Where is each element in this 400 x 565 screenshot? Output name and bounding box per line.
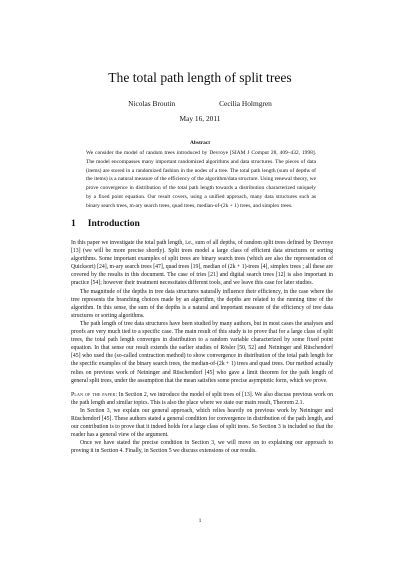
- author-list: [0, 99, 400, 108]
- section-title: Introduction: [87, 218, 140, 229]
- paper-date: May 16, 2011: [179, 114, 221, 123]
- plan-label: Plan of the paper:: [71, 391, 118, 398]
- body-paragraph: The magnitude of the depths in tree data structures naturally influence their efficiency, in the case where the tree represents the branching choices made by an algorithm, the depths are related to the running time of the algorithm. In this sense, the sum of the depths is a natural and important measure of the efficiency of tree data structures or sorting algorithms.: [71, 288, 333, 319]
- section-number: 1: [71, 218, 76, 229]
- body-paragraph: In Section 3, we explain our general approach, which relies heavily on previous work by Neininger and Rüschendorf [45]. These authors stated a general condition for convergence in distribution of the path length, and our contribution is to prove that it indeed holds for a large class of split trees. So Section 3 is included so that the reader has a general view of the argument.: [71, 407, 333, 439]
- section-heading: [71, 218, 140, 229]
- body-text: [71, 239, 333, 455]
- author-name: Nicolas Broutin: [128, 99, 176, 108]
- plan-paragraph: [71, 391, 333, 407]
- body-paragraph: The path length of tree data structures have been studied by many authors, but in most cases the analyses and proofs are very much tied to a specific case. The main result of this study is to prove that for a large class of split trees, the total path length converges in distribution to a random variable characterized by some fixed point equation. In that sense our result extends the earlier studies of Rösler [50, 52] and Neininger and Rüschendorf [45] who used the (so-called contraction method) to show convergence in distribution of the total path length for the specific examples of the binary search trees, the median-of-(2k + 1) trees and quad trees. Our method actually relies on previous work of Neininger and Rüschendorf [45] who gave a limit theorem for the path length of general split trees, under the assumption that the mean satisfies some precise asymptotic form, which we prove.: [71, 320, 333, 384]
- abstract-heading: Abstract: [189, 140, 211, 146]
- author-name: Cecilia Holmgren: [219, 99, 272, 108]
- page-number: 1: [198, 518, 202, 524]
- abstract-text: We consider the model of random trees introduced by Devroye [SIAM J Comput 28, 409–432, 1998]. The model encompasses many important randomized algorithms and data structures. The pieces of data (items) are stored in a randomized fashion in the nodes of a tree. The total path length (sum of depths of the items) is a natural measure of the efficiency of the algorithm/data structure. Using renewal theory, we prove convergence in distribution of the total path length towards a distribution characterized uniquely by a fixed point equation. Our result covers, using a unified approach, many data structures such as binary search trees, m-ary search trees, quad trees, median-of-(2k + 1) trees, and simplex trees.: [86, 150, 316, 209]
- body-paragraph: In this paper we investigate the total path length, i.e., sum of all depths, of random split trees defined by Devroye [13] (we will be more precise shortly). Split trees model a large class of efficient data structures or sorting algorithms. Some important examples of split trees are binary search trees (which are also the representation of Quicksort) [24], m-ary search trees [47], quad trees [19], median of (2k + 1)-trees [4], simplex trees ; all these are covered by the results in this document. The case of tries [21] and digital search trees [12] is also important in practice [54]; however their treatment necessitates different tools, and we leave this case for later studies.: [71, 240, 333, 287]
- plan-text: In Section 2, we introduce the model of split trees of [13]. We also discuss previous work on the path length and similar topics. This is also the place where we state our main result, Theorem 2.1.: [71, 391, 334, 406]
- body-paragraph: Once we have stated the precise condition in Section 3, we will move on to explaining our approach to proving it in Section 4. Finally, in Section 5 we discuss extensions of our results.: [71, 440, 333, 455]
- paper-title: The total path length of split trees: [108, 70, 292, 85]
